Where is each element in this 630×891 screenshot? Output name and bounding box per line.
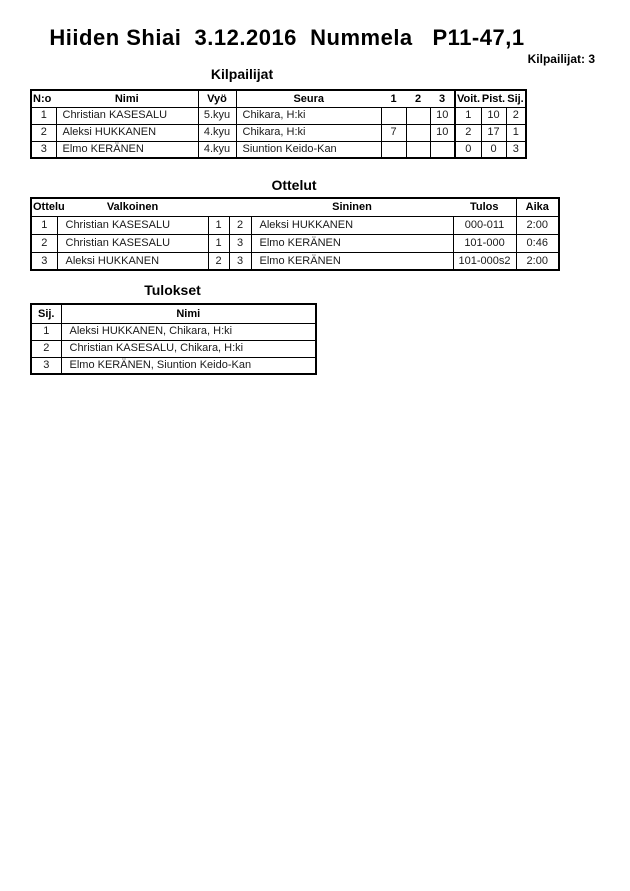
cell-seura: Chikara, H:ki — [236, 124, 381, 141]
header-match2: 2 — [414, 92, 422, 105]
cell-nimi: Aleksi HUKKANEN, Chikara, H:ki — [61, 323, 316, 340]
table-header-row — [31, 90, 526, 107]
cell-vyo: 4.kyu — [198, 141, 236, 158]
tulokset-heading: Tulokset — [144, 282, 201, 298]
header-aika: Aika — [516, 198, 559, 216]
cell-match2 — [406, 141, 430, 158]
cell-white-no: 1 — [208, 216, 229, 234]
table-header-row — [31, 198, 559, 216]
cell-nimi: Elmo KERÄNEN — [56, 141, 198, 158]
table-row — [31, 323, 316, 340]
cell-no: 2 — [31, 124, 56, 141]
cell-match1: 7 — [381, 124, 406, 141]
cell-nimi: Christian KASESALU, Chikara, H:ki — [61, 340, 316, 357]
cell-sij: 1 — [31, 323, 61, 340]
table-row — [31, 216, 559, 234]
header-seura: Seura — [236, 90, 381, 107]
table-row — [31, 141, 526, 158]
cell-match1 — [381, 141, 406, 158]
cell-voit: 0 — [455, 141, 481, 158]
cell-blue-no: 3 — [229, 234, 251, 252]
header-pist: Pist. — [481, 92, 506, 105]
cell-no: 1 — [31, 107, 56, 124]
competitors-count-label: Kilpailijat: 3 — [527, 52, 595, 66]
table-row — [31, 234, 559, 252]
header-empty — [208, 198, 229, 216]
header-empty — [229, 198, 251, 216]
header-valkoinen: Valkoinen — [106, 201, 159, 214]
table-row — [31, 340, 316, 357]
cell-match-no: 1 — [31, 216, 57, 234]
cell-pist: 0 — [481, 141, 506, 158]
header-nimi: Nimi — [61, 304, 316, 323]
header-ottelu: Ottelu — [33, 201, 65, 214]
header-nimi: Nimi — [114, 92, 139, 105]
header-sij: Sij. — [37, 307, 55, 320]
table-row — [31, 124, 526, 141]
cell-sij: 1 — [506, 124, 526, 141]
tulokset-table — [30, 303, 317, 375]
cell-aika: 0:46 — [516, 234, 559, 252]
cell-valkoinen: Christian KASESALU — [57, 234, 208, 252]
cell-seura: Siuntion Keido-Kan — [236, 141, 381, 158]
cell-aika: 2:00 — [516, 216, 559, 234]
cell-pist: 17 — [481, 124, 506, 141]
cell-match2 — [406, 124, 430, 141]
cell-blue-no: 2 — [229, 216, 251, 234]
cell-sij: 2 — [506, 107, 526, 124]
header-tulos: Tulos — [469, 201, 499, 214]
cell-voit: 1 — [455, 107, 481, 124]
cell-seura: Chikara, H:ki — [236, 107, 381, 124]
table-row — [31, 252, 559, 270]
cell-match1 — [381, 107, 406, 124]
header-no: N:o — [33, 92, 52, 105]
table-header-row — [31, 304, 316, 323]
cell-match3: 10 — [430, 107, 455, 124]
cell-valkoinen: Christian KASESALU — [57, 216, 208, 234]
cell-blue-no: 3 — [229, 252, 251, 270]
cell-match3 — [430, 141, 455, 158]
cell-white-no: 2 — [208, 252, 229, 270]
cell-tulos: 101-000 — [453, 234, 516, 252]
cell-sij: 2 — [31, 340, 61, 357]
header-sij: Sij. — [507, 92, 524, 105]
kilpailijat-table — [30, 89, 527, 159]
cell-nimi: Elmo KERÄNEN, Siuntion Keido-Kan — [61, 357, 316, 374]
cell-pist: 10 — [481, 107, 506, 124]
cell-sininen: Aleksi HUKKANEN — [251, 216, 453, 234]
cell-match-no: 3 — [31, 252, 57, 270]
ottelut-table — [30, 197, 560, 271]
cell-nimi: Aleksi HUKKANEN — [56, 124, 198, 141]
cell-sininen: Elmo KERÄNEN — [251, 252, 453, 270]
cell-voit: 2 — [455, 124, 481, 141]
ottelut-heading: Ottelut — [271, 177, 317, 193]
cell-vyo: 4.kyu — [198, 124, 236, 141]
cell-white-no: 1 — [208, 234, 229, 252]
cell-match3: 10 — [430, 124, 455, 141]
cell-nimi: Christian KASESALU — [56, 107, 198, 124]
header-vyo: Vyö — [198, 90, 236, 107]
cell-sij: 3 — [31, 357, 61, 374]
cell-aika: 2:00 — [516, 252, 559, 270]
cell-match2 — [406, 107, 430, 124]
table-row — [31, 357, 316, 374]
header-voit: Voit. — [455, 90, 481, 107]
cell-tulos: 101-000s2 — [453, 252, 516, 270]
table-row — [31, 107, 526, 124]
cell-match-no: 2 — [31, 234, 57, 252]
page-title: Hiiden Shiai 3.12.2016 Nummela P11-47,1 — [49, 25, 525, 50]
cell-sininen: Elmo KERÄNEN — [251, 234, 453, 252]
header-match3: 3 — [438, 92, 446, 105]
header-match1: 1 — [390, 92, 397, 105]
kilpailijat-heading: Kilpailijat — [210, 66, 274, 82]
cell-sij: 3 — [506, 141, 526, 158]
cell-valkoinen: Aleksi HUKKANEN — [57, 252, 208, 270]
cell-no: 3 — [31, 141, 56, 158]
cell-vyo: 5.kyu — [198, 107, 236, 124]
header-sininen: Sininen — [332, 201, 372, 214]
cell-tulos: 000-011 — [453, 216, 516, 234]
